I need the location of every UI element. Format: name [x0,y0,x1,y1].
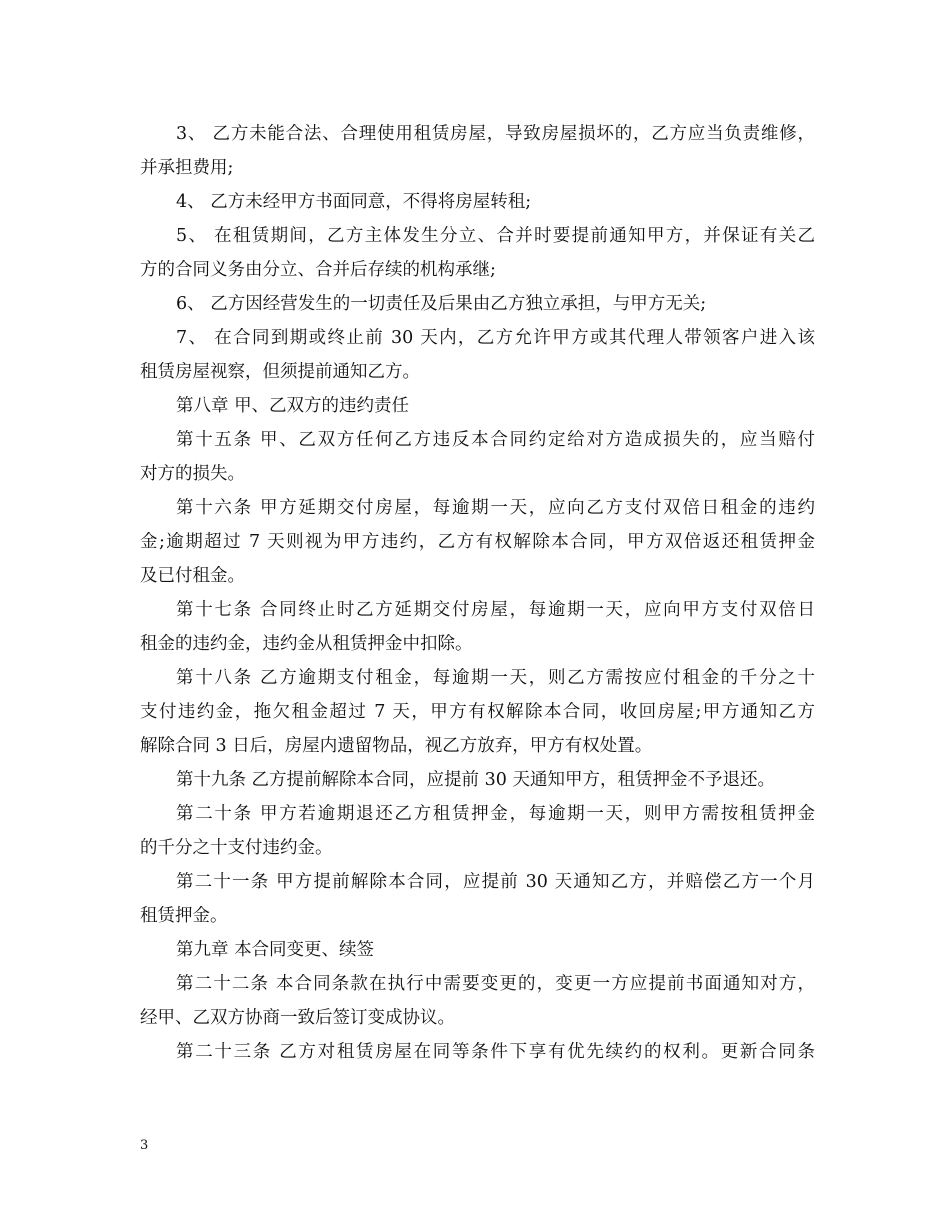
text-line: 租赁房屋视察，但须提前通知乙方。 [140,362,420,382]
page-number: 3 [140,1138,149,1153]
text-line: 的千分之十支付违约金。 [140,838,333,858]
text-line: 第十七条 合同终止时乙方延期交付房屋，每逾期一天，应向甲方支付双倍日 [176,600,815,620]
text-line: 4、 乙方未经甲方书面同意，不得将房屋转租; [176,192,532,212]
text-line: 解除合同 3 日后，房屋内遗留物品，视乙方放弃，甲方有权处置。 [140,736,653,756]
text-line: 第十五条 甲、乙双方任何乙方违反本合同约定给对方造成损失的，应当赔付 [176,430,815,450]
text-line: 第九章 本合同变更、续签 [176,940,375,960]
text-line: 支付违约金，拖欠租金超过 7 天，甲方有权解除本合同，收回房屋;甲方通知乙方 [140,702,815,722]
text-line: 3、 乙方未能合法、合理使用租赁房屋，导致房屋损坏的，乙方应当负责维修， [176,124,815,144]
text-line: 第十六条 甲方延期交付房屋，每逾期一天，应向乙方支付双倍日租金的违约 [176,498,815,518]
text-line: 并承担费用; [140,158,234,178]
text-line: 6、 乙方因经营发生的一切责任及后果由乙方独立承担，与甲方无关; [176,294,707,314]
text-line: 租赁押金。 [140,906,228,926]
text-line: 方的合同义务由分立、合并后存续的机构承继; [140,260,496,280]
text-line: 金;逾期超过 7 天则视为甲方违约，乙方有权解除本合同，甲方双倍返还租赁押金 [140,532,815,552]
text-line: 7、 在合同到期或终止前 30 天内，乙方允许甲方或其代理人带领客户进入该 [176,328,815,348]
text-line: 及已付租金。 [140,566,245,586]
text-line: 第十九条 乙方提前解除本合同，应提前 30 天通知甲方，租赁押金不予退还。 [176,770,775,790]
text-line: 第二十一条 甲方提前解除本合同，应提前 30 天通知乙方，并赔偿乙方一个月 [176,872,815,892]
text-line: 第二十三条 乙方对租赁房屋在同等条件下享有优先续约的权利。更新合同条 [176,1042,815,1062]
text-line: 对方的损失。 [140,464,245,484]
text-line: 经甲、乙双方协商一致后签订变成协议。 [140,1008,455,1028]
text-line: 第二十条 甲方若逾期退还乙方租赁押金，每逾期一天，则甲方需按租赁押金 [176,804,815,824]
text-line: 第八章 甲、乙双方的违约责任 [176,396,410,416]
text-line: 租金的违约金，违约金从租赁押金中扣除。 [140,634,473,654]
text-line: 第十八条 乙方逾期支付租金，每逾期一天，则乙方需按应付租金的千分之十 [176,668,815,688]
document-body [140,117,815,1069]
text-line: 第二十二条 本合同条款在执行中需要变更的，变更一方应提前书面通知对方， [176,974,815,994]
text-line: 5、 在租赁期间，乙方主体发生分立、合并时要提前通知甲方，并保证有关乙 [176,226,815,246]
